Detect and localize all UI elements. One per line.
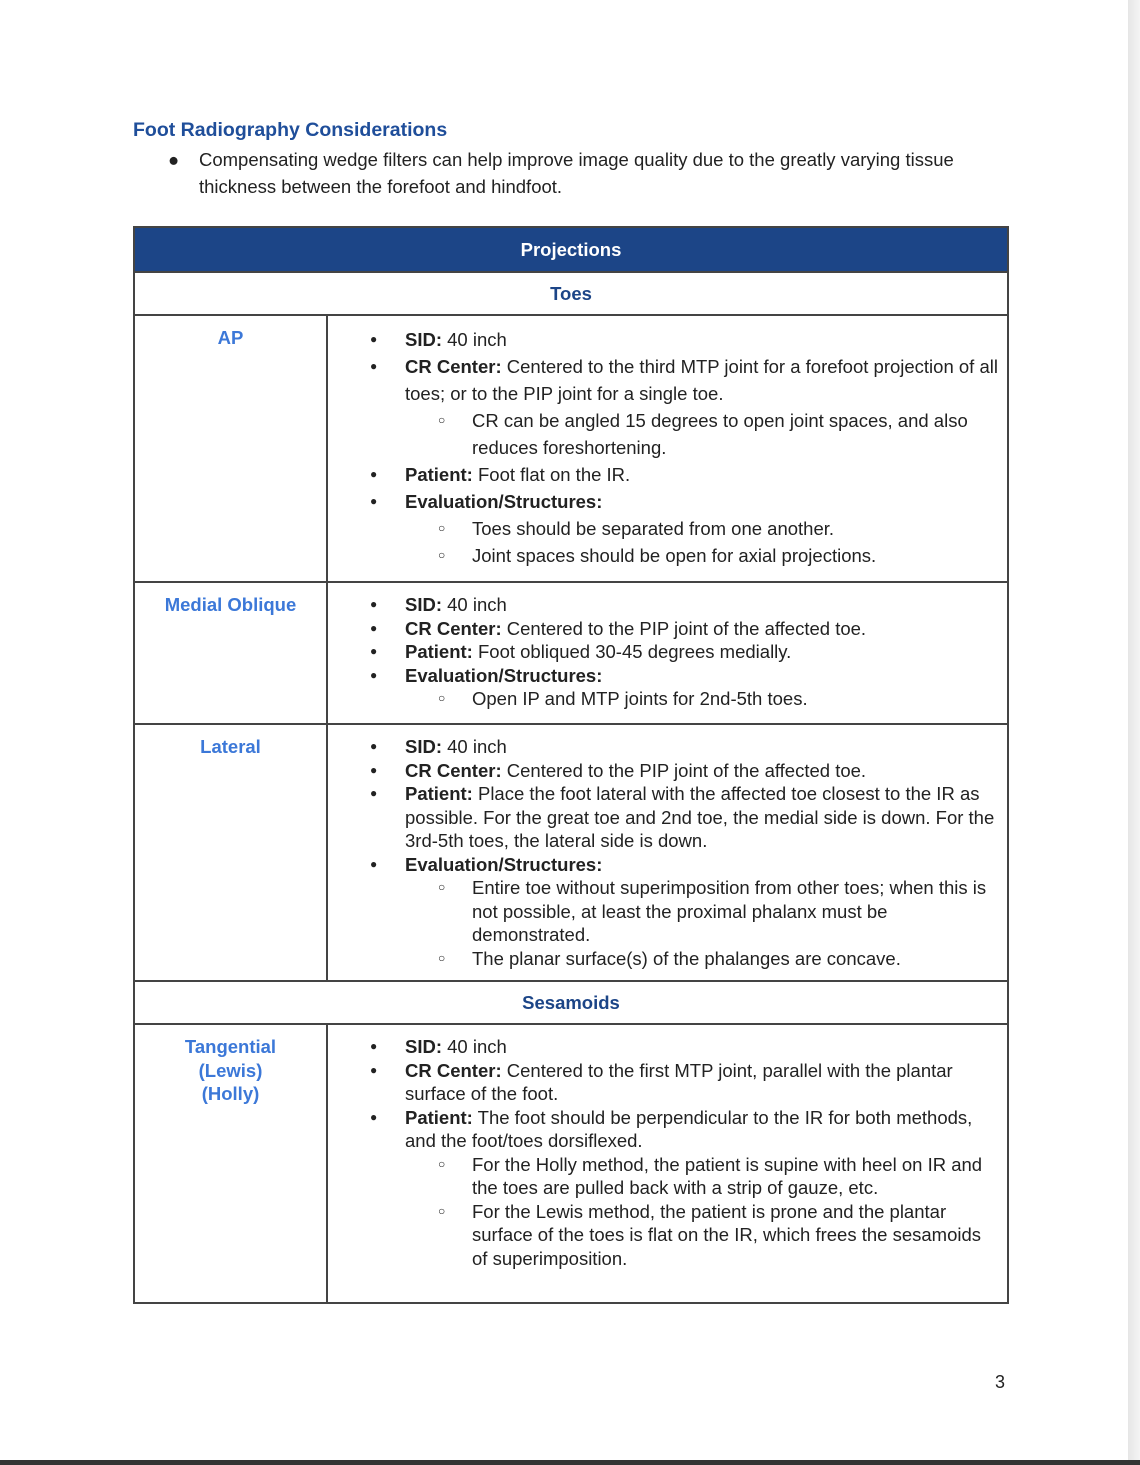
- projection-label: Medial Oblique: [134, 582, 327, 724]
- sub-list-item: ○ Joint spaces should be open for axial projections.: [328, 542, 999, 569]
- sub-list-item: ○ Open IP and MTP joints for 2nd-5th toes.: [328, 687, 999, 711]
- section-heading: Toes: [134, 272, 1008, 315]
- sub-list-item: ○ CR can be angled 15 degrees to open joint spaces, and also reduces foreshortening.: [328, 407, 999, 461]
- list-item: [328, 617, 999, 641]
- list-item: [328, 488, 999, 515]
- intro-bullet: [168, 146, 988, 200]
- section-title: Foot Radiography Considerations: [133, 119, 448, 141]
- table-row: [134, 1024, 1008, 1303]
- projection-label: Lateral: [134, 724, 327, 981]
- item-key: Evaluation/Structures:: [405, 853, 603, 875]
- item-value: Centered to the PIP joint of the affected toe.: [501, 759, 867, 781]
- item-key: Patient:: [405, 641, 473, 662]
- item-value: 40 inch: [442, 594, 507, 615]
- list-item: [328, 1035, 999, 1059]
- item-value: 40 inch: [442, 329, 507, 350]
- sub-list-item: ○ Entire toe without superimposition from other toes; when this is not possible, at least the proximal phalanx must be demonstrated.: [328, 876, 999, 947]
- list-item: [328, 353, 999, 407]
- item-key: CR Center:: [405, 759, 502, 781]
- projection-details: [327, 724, 1008, 981]
- projections-table: [133, 226, 1009, 1304]
- item-value: Centered to the first MTP joint, parallel with the plantar surface of the foot.: [405, 1059, 953, 1104]
- table-header: Projections: [134, 227, 1008, 272]
- item-value: Foot flat on the IR.: [472, 464, 631, 485]
- item-value: Centered to the third MTP joint for a forefoot projection of all toes; or to the PIP joint for a single toe.: [405, 356, 998, 404]
- list-item: [328, 461, 999, 488]
- sub-list-item: ○ For the Holly method, the patient is supine with heel on IR and the toes are pulled back with a strip of gauze, etc.: [328, 1153, 999, 1200]
- item-key: CR Center:: [405, 356, 502, 377]
- projection-details: [327, 315, 1008, 582]
- item-key: SID:: [405, 594, 442, 615]
- item-value: 40 inch: [442, 1036, 507, 1057]
- table-header-row: [134, 227, 1008, 272]
- item-key: Patient:: [405, 783, 473, 804]
- table-row: [134, 724, 1008, 981]
- item-key: CR Center:: [405, 1059, 502, 1081]
- section-heading: Sesamoids: [134, 981, 1008, 1024]
- projection-details: [327, 582, 1008, 724]
- list-item: [328, 593, 999, 617]
- section-row: [134, 272, 1008, 315]
- item-value: Foot obliqued 30-45 degrees medially.: [472, 641, 792, 662]
- item-key: Patient:: [405, 1106, 473, 1128]
- list-item: [328, 1059, 999, 1106]
- item-key: CR Center:: [405, 617, 502, 639]
- item-key: Patient:: [405, 464, 473, 485]
- sub-list-item: ○ For the Lewis method, the patient is prone and the plantar surface of the toes is flat on the IR, which frees the sesamoids of superimposition.: [328, 1200, 999, 1271]
- page-bottom-border: [0, 1460, 1140, 1465]
- table-row: [134, 315, 1008, 582]
- list-item: [328, 640, 999, 664]
- item-key: SID:: [405, 736, 442, 757]
- item-value: 40 inch: [442, 736, 507, 757]
- item-key: Evaluation/Structures:: [405, 664, 603, 686]
- sub-list-item: ○ Toes should be separated from one another.: [328, 515, 999, 542]
- table-row: [134, 582, 1008, 724]
- item-value: Place the foot lateral with the affected toe closest to the IR as possible. For the great toe and 2nd toe, the medial side is down. For the 3rd-5th toes, the lateral side is down.: [405, 783, 995, 851]
- sub-list-item: ○ The planar surface(s) of the phalanges are concave.: [328, 947, 999, 971]
- list-item: [328, 1106, 999, 1153]
- projection-details: [327, 1024, 1008, 1303]
- list-item: [328, 735, 999, 759]
- item-value: Centered to the PIP joint of the affected toe.: [501, 617, 867, 639]
- item-key: Evaluation/Structures:: [405, 491, 603, 512]
- list-item: [328, 664, 999, 688]
- projection-label: Tangential (Lewis) (Holly): [134, 1024, 327, 1303]
- list-item: [328, 853, 999, 877]
- item-key: SID:: [405, 1036, 442, 1057]
- bullet-icon: ●: [168, 149, 180, 170]
- page-number: 3: [995, 1372, 1006, 1392]
- list-item: [328, 782, 999, 853]
- item-value: The foot should be perpendicular to the IR for both methods, and the foot/toes dorsiflexed.: [405, 1106, 973, 1151]
- section-row: [134, 981, 1008, 1024]
- item-key: SID:: [405, 329, 442, 350]
- page-edge: [1128, 0, 1140, 1465]
- projection-label: AP: [134, 315, 327, 582]
- list-item: [328, 759, 999, 783]
- list-item: [328, 326, 999, 353]
- intro-text: Compensating wedge filters can help improve image quality due to the greatly varying tissue thickness between the forefoot and hindfoot.: [199, 149, 954, 197]
